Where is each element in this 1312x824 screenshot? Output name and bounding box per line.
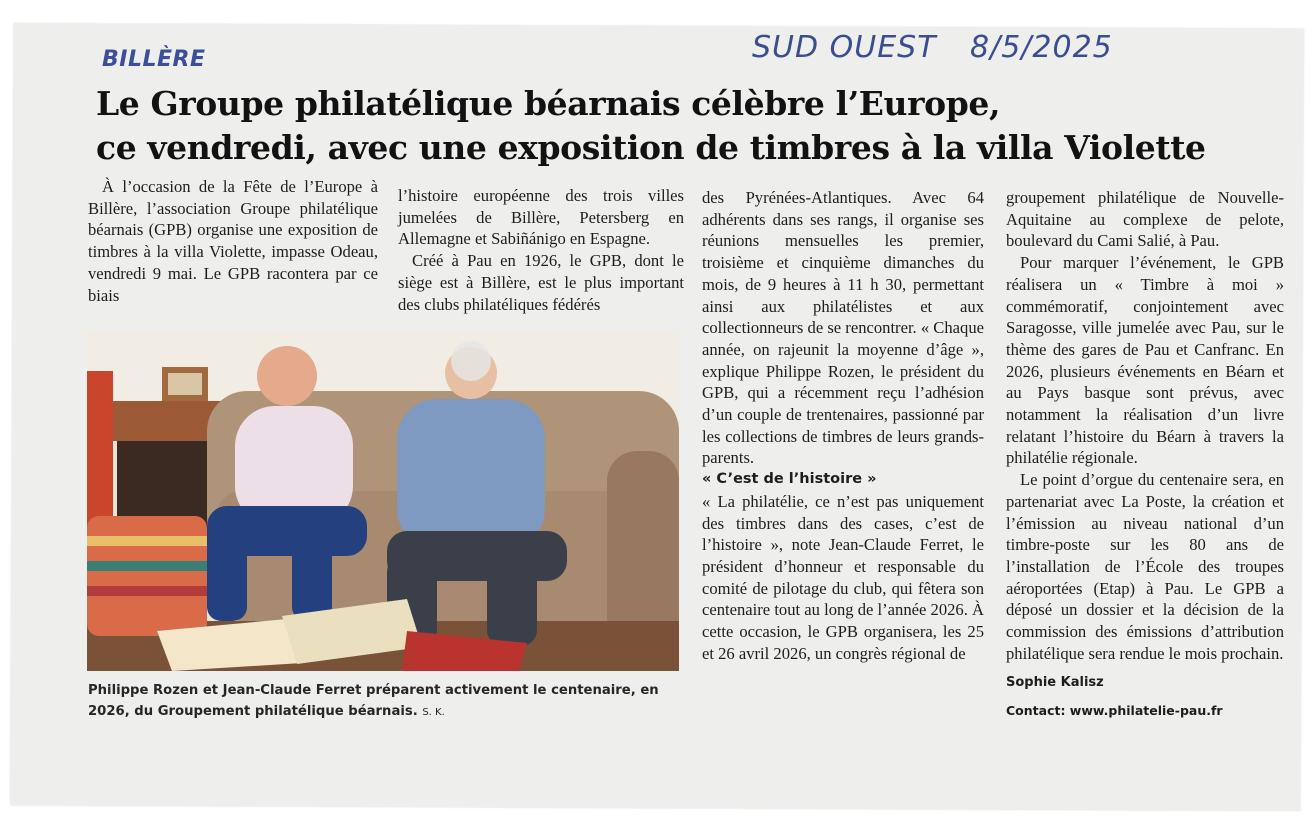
headline-line-2: ce vendredi, avec une exposition de timbres à la villa Violette bbox=[96, 128, 1206, 167]
photo-caption bbox=[88, 680, 688, 723]
column-4-paragraph-2: Pour marquer l’événement, le GPB réalisera un « Timbre à moi » commémoratif, conjointement avec Saragosse, ville jumelée avec Pau, sur le thème des gares de Pau et Canfranc. En 2026, plusieurs événements en Béarn et au Pays basque sont prévus, avec notamment la réalisation d’un livre relatant l’histoire du Béarn à travers la philatélie régionale. bbox=[1006, 253, 1284, 468]
photo-caption-text: Philippe Rozen et Jean-Claude Ferret préparent activement le centenaire, en 2026, du Groupement philatélique béarnais. bbox=[88, 683, 659, 719]
column-3-paragraph-1: des Pyrénées-Atlantiques. Avec 64 adhérents dans ses rangs, il organise ses réunions mensuelles les premier, troisième et cinquième dimanches du mois, de 9 heures à 11 h 30, permettant ainsi aux philatélistes et aux collectionneurs de se rencontrer. « Chaque année, on rajeunit la moyenne d’âge », explique Philippe Rozen, le président du GPB, qui a récemment reçu l’adhésion d’un couple de trentenaires, passionné par les collections de timbres de leurs grands-parents. bbox=[702, 188, 984, 468]
photo-credit: S. K. bbox=[422, 707, 445, 718]
column-2-paragraph-1: l’histoire européenne des trois villes jumelées de Billère, Petersberg en Allemagne et Sabiñánigo en Espagne. bbox=[398, 186, 684, 249]
article-photo bbox=[87, 331, 679, 671]
contact-link: Contact: www.philatelie-pau.fr bbox=[1006, 703, 1223, 719]
article-author: Sophie Kalisz bbox=[1006, 675, 1104, 691]
section-label: BILLÈRE bbox=[102, 47, 206, 72]
article-headline bbox=[96, 82, 1206, 170]
article-column-1 bbox=[88, 176, 378, 306]
handwritten-source-note: SUD OUEST bbox=[752, 30, 937, 65]
column-4-paragraph-3: Le point d’orgue du centenaire sera, en partenariat avec La Poste, la création et l’émission au niveau national d’un timbre-poste sur les 80 ans de l’installation de l’École des troupes aéroportées (Etap) à Pau. Le GPB a déposé un dossier et la décision de la commission des émissions d’attribution philatélique sera rendue le mois prochain. bbox=[1006, 470, 1284, 663]
article-column-4 bbox=[1006, 187, 1284, 722]
handwritten-date-note: 8/5/2025 bbox=[970, 30, 1113, 65]
column-4-paragraph-1: groupement philatélique de Nouvelle-Aquitaine au complexe de pelote, boulevard du Cami Salié, à Pau. bbox=[1006, 188, 1284, 251]
column-2-paragraph-2: Créé à Pau en 1926, le GPB, dont le siège est à Billère, est le plus important des clubs philatéliques fédérés bbox=[398, 251, 684, 314]
column-3-paragraph-2: « La philatélie, ce n’est pas uniquement des timbres dans des cases, c’est de l’histoire », note Jean-Claude Ferret, le président d’honneur et responsable du comité de pilotage du club, qui fêtera son centenaire tout au long de l’année 2026. À cette occasion, le GPB organisera, les 25 et 26 avril 2026, un congrès régional de bbox=[702, 491, 984, 663]
photo-illustration bbox=[87, 331, 679, 671]
article-column-2 bbox=[398, 185, 684, 315]
article-column-3 bbox=[702, 187, 984, 664]
headline-line-1: Le Groupe philatélique béarnais célèbre l’Europe, bbox=[96, 84, 1001, 123]
column-3-subheading: « C’est de l’histoire » bbox=[702, 471, 877, 488]
column-1-paragraph-1: À l’occasion de la Fête de l’Europe à Billère, l’association Groupe philatélique béarnais (GPB) organise une exposition de timbres à la villa Violette, impasse Odeau, vendredi 9 mai. Le GPB racontera par ce biais bbox=[88, 177, 378, 305]
